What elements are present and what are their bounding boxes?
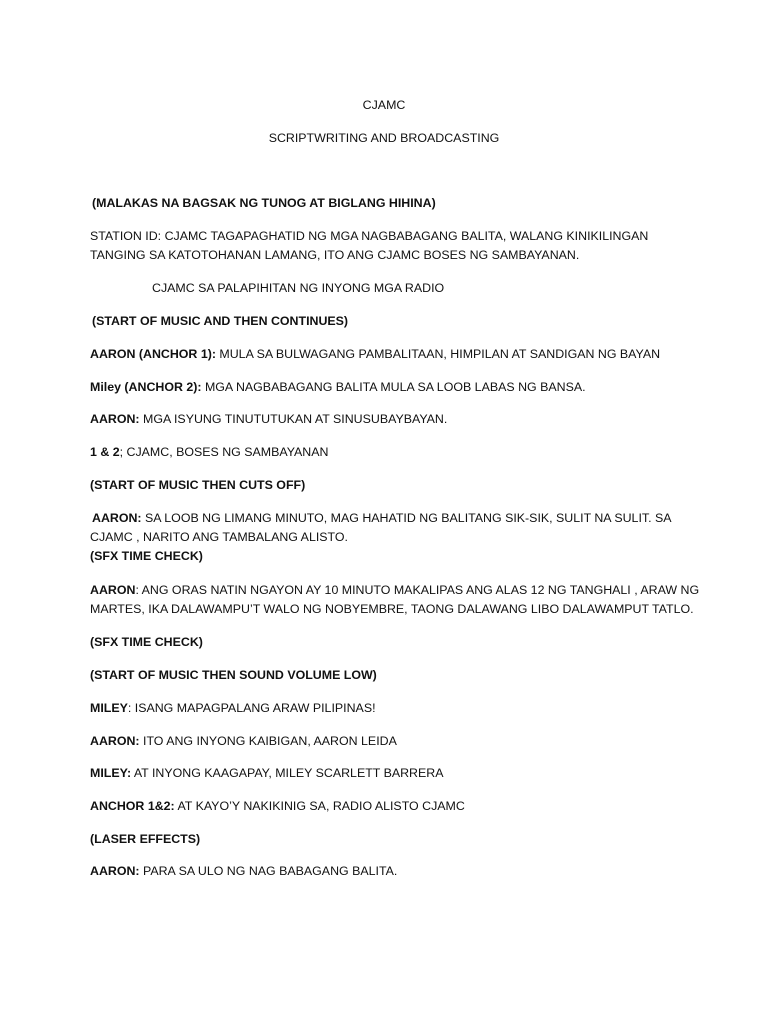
script-line: [90, 862, 397, 881]
cue-music-continues: (START OF MUSIC AND THEN CONTINUES): [92, 314, 349, 328]
dialogue-text: SA LOOB NG LIMANG MINUTO, MAG HAHATID NG BALITANG SIK-SIK, SULIT NA SULIT. SA: [141, 511, 672, 525]
script-line: [90, 378, 586, 397]
dialogue-text: MGA ISYUNG TINUTUTUKAN AT SINUSUBAYBAYAN.: [139, 412, 448, 426]
doc-title: CJAMC: [362, 98, 406, 112]
cue-music-cuts: (START OF MUSIC THEN CUTS OFF): [90, 478, 306, 492]
speaker-label: AARON: [90, 583, 136, 597]
station-id-line-1: STATION ID: CJAMC TAGAPAGHATID NG MGA NAGBABAGANG BALITA, WALANG KINIKILINGAN: [90, 229, 649, 243]
station-id-line-2: TANGING SA KATOTOHANAN LAMANG, ITO ANG CJAMC BOSES NG SAMBAYANAN.: [90, 248, 580, 262]
dialogue-text: : ISANG MAPAGPALANG ARAW PILIPINAS!: [127, 701, 376, 715]
cue-sfx-time-check: (SFX TIME CHECK): [90, 635, 203, 649]
doc-subtitle: SCRIPTWRITING AND BROADCASTING: [268, 131, 500, 145]
dialogue-text: MGA NAGBABAGANG BALITA MULA SA LOOB LABAS NG BANSA.: [201, 380, 586, 394]
speaker-label: ANCHOR 1&2:: [90, 799, 175, 813]
script-line: [90, 345, 660, 364]
dialogue-continuation: CJAMC , NARITO ANG TAMBALANG ALISTO.: [90, 530, 348, 544]
dialogue-text: ITO ANG INYONG KAIBIGAN, AARON LEIDA: [139, 734, 397, 748]
script-line: [90, 581, 699, 600]
speaker-label: Miley (ANCHOR 2):: [90, 380, 202, 394]
cue-intro: (MALAKAS NA BAGSAK NG TUNOG AT BIGLANG HIHINA): [92, 196, 436, 210]
script-line: [92, 509, 672, 528]
script-line: [90, 764, 443, 783]
speaker-label: AARON (ANCHOR 1):: [90, 347, 216, 361]
speaker-label: AARON:: [92, 511, 142, 525]
cue-music-low: (START OF MUSIC THEN SOUND VOLUME LOW): [90, 668, 377, 682]
speaker-label: 1 & 2: [90, 445, 120, 459]
dialogue-text: AT INYONG KAAGAPAY, MILEY SCARLETT BARRERA: [131, 766, 444, 780]
script-line: [90, 410, 447, 429]
dialogue-text: AT KAYO’Y NAKIKINIG SA, RADIO ALISTO CJAMC: [174, 799, 465, 813]
script-line: [90, 443, 328, 462]
speaker-label: AARON:: [90, 734, 140, 748]
speaker-label: MILEY:: [90, 766, 132, 780]
cue-sfx-time-check: (SFX TIME CHECK): [90, 549, 203, 563]
cue-laser-effects: (LASER EFFECTS): [90, 832, 201, 846]
station-tagline: CJAMC SA PALAPIHITAN NG INYONG MGA RADIO: [152, 281, 445, 295]
speaker-label: MILEY: [90, 701, 128, 715]
script-line: [90, 699, 376, 718]
dialogue-text: : ANG ORAS NATIN NGAYON AY 10 MINUTO MAKALIPAS ANG ALAS 12 NG TANGHALI , ARAW NG: [135, 583, 700, 597]
dialogue-text: MULA SA BULWAGANG PAMBALITAAN, HIMPILAN AT SANDIGAN NG BAYAN: [215, 347, 661, 361]
speaker-label: AARON:: [90, 864, 140, 878]
dialogue-text: ; CJAMC, BOSES NG SAMBAYANAN: [119, 445, 329, 459]
dialogue-text: PARA SA ULO NG NAG BABAGANG BALITA.: [139, 864, 398, 878]
script-line: [90, 797, 465, 816]
speaker-label: AARON:: [90, 412, 140, 426]
script-line: [90, 732, 397, 751]
dialogue-continuation: MARTES, IKA DALAWAMPU’T WALO NG NOBYEMBRE, TAONG DALAWANG LIBO DALAWAMPUT TATLO.: [90, 602, 694, 616]
